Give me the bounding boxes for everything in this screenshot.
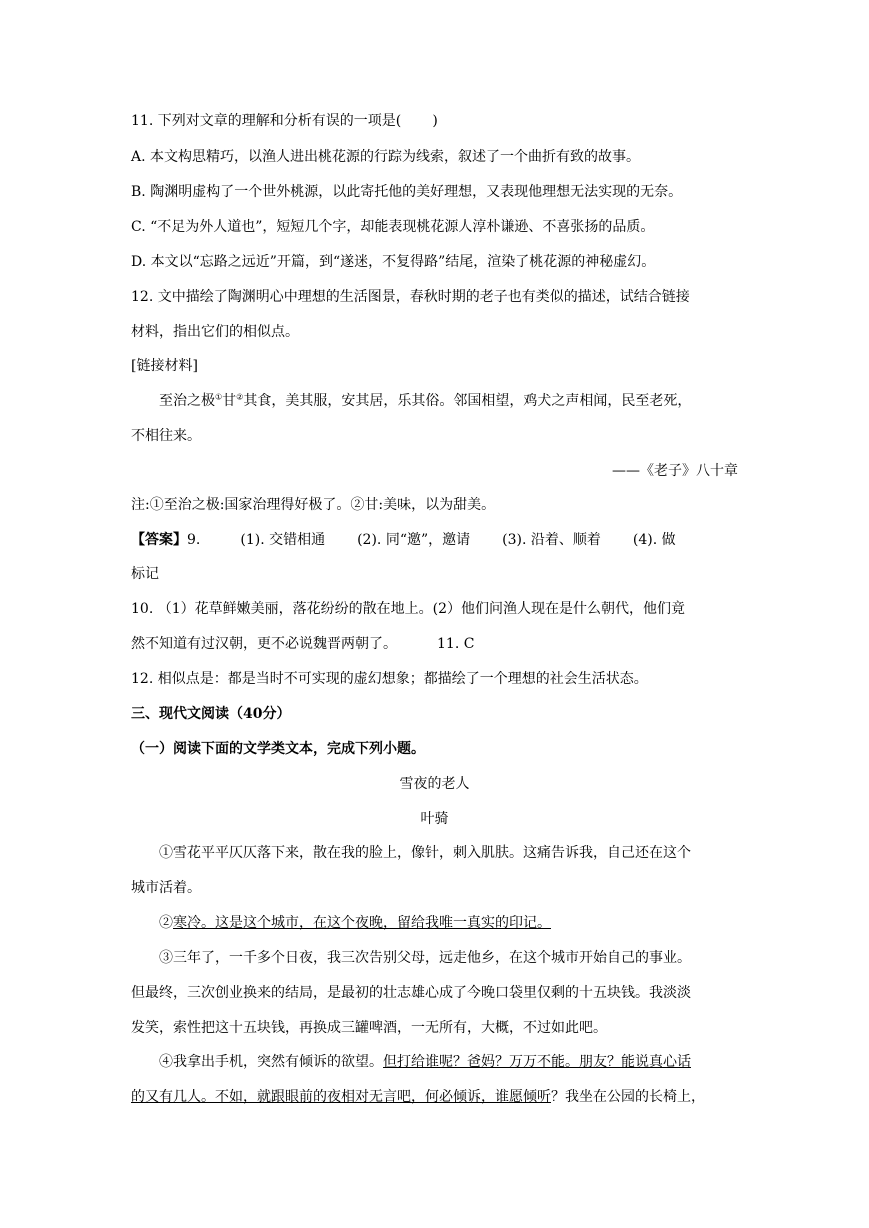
quote-source: ——《老子》八十章 (612, 463, 738, 479)
paragraph-4-line-1: ④我拿出手机，突然有倾诉的欲望。但打给谁呢？爸妈？万万不能。朋友？能说真心话 (159, 1054, 691, 1070)
q12-line-2: 材料，指出它们的相似点。 (131, 324, 299, 340)
footnote-mark-2: ② (236, 392, 244, 402)
answer-line-1-cont: 标记 (131, 566, 159, 582)
paragraph-2: ②寒冷。这是这个城市，在这个夜晚，留给我唯一真实的印记。 (159, 915, 551, 931)
answer-label: 【答案】 (131, 532, 187, 548)
laozi-quote-line-2: 不相往来。 (131, 428, 201, 444)
answer-10-line-2: 然不知道有过汉朝，更不必说魏晋两朝了。 11. C (131, 636, 475, 652)
laozi-quote-line-1: 至治之极①甘②其食，美其服，安其居，乐其俗。邻国相望，鸡犬之声相闻，民至老死， (159, 392, 692, 409)
underlined-continuation: 的又有几人。不如，就跟眼前的夜相对无言吧，何必倾诉，谁愿倾听 (131, 1089, 551, 1105)
q12-line-1: 12. 文中描绘了陶渊明心中理想的生活图景，春秋时期的老子也有类似的描述，试结合链接 (131, 289, 690, 305)
answer-10-line-1: 10. （1）花草鲜嫩美丽，落花纷纷的散在地上。(2）他们问渔人现在是什么朝代，他们竟 (131, 601, 685, 617)
link-material-label: [链接材料] (131, 358, 198, 374)
section-heading: 三、现代文阅读（40分） (131, 706, 291, 722)
underlined-question: 但打给谁呢？爸妈？万万不能。朋友？能说真心话 (383, 1054, 691, 1070)
section-subheading: （一）阅读下面的文学类文本，完成下列小题。 (131, 741, 425, 757)
paragraph-3-line-2: 但最终，三次创业换来的结局，是最初的壮志雄心成了今晚口袋里仅剩的十五块钱。我淡淡 (131, 985, 691, 1001)
paragraph-1-line-2: 城市活着。 (131, 880, 201, 896)
footnote-mark-1: ① (215, 392, 223, 402)
q11-stem: 11. 下列对文章的理解和分析有误的一项是( ) (131, 113, 438, 129)
footnote: 注:①至治之极:国家治理得好极了。②甘:美味，以为甜美。 (131, 497, 496, 513)
answer-line-1: 【答案】9. (1). 交错相通 (2). 同“邀”，邀请 (3). 沿着、顺着 (4). 做 (131, 532, 676, 548)
article-title: 雪夜的老人 (399, 776, 470, 792)
paragraph-4-line-2: 的又有几人。不如，就跟眼前的夜相对无言吧，何必倾诉，谁愿倾听？我坐在公园的长椅上， (131, 1089, 705, 1105)
underlined-sentence: 寒冷。这是这个城市，在这个夜晚，留给我唯一真实的印记。 (173, 915, 551, 931)
q11-option-c: C. “不足为外人道也”，短短几个字，却能表现桃花源人淳朴谦逊、不喜张扬的品质。 (131, 219, 655, 235)
q11-option-b: B. 陶渊明虚构了一个世外桃源，以此寄托他的美好理想，又表现他理想无法实现的无奈。 (131, 184, 683, 200)
article-author: 叶骑 (420, 811, 449, 827)
paragraph-3-line-3: 发笑，索性把这十五块钱，再换成三罐啤酒，一无所有，大概，不过如此吧。 (131, 1020, 607, 1036)
paragraph-1-line-1: ①雪花平平仄仄落下来，散在我的脸上，像针，刺入肌肤。这痛告诉我，自己还在这个 (159, 845, 691, 861)
q11-option-a: A. 本文构思精巧，以渔人进出桃花源的行踪为线索，叙述了一个曲折有致的故事。 (131, 149, 641, 165)
answer-12: 12. 相似点是：都是当时不可实现的虚幻想象；都描绘了一个理想的社会生活状态。 (131, 671, 648, 687)
paragraph-3-line-1: ③三年了，一千多个日夜，我三次告别父母，远走他乡，在这个城市开始自己的事业。 (159, 950, 691, 966)
q11-option-d: D. 本文以“忘路之远近”开篇，到“遂迷，不复得路”结尾，渲染了桃花源的神秘虚幻。 (131, 254, 656, 270)
